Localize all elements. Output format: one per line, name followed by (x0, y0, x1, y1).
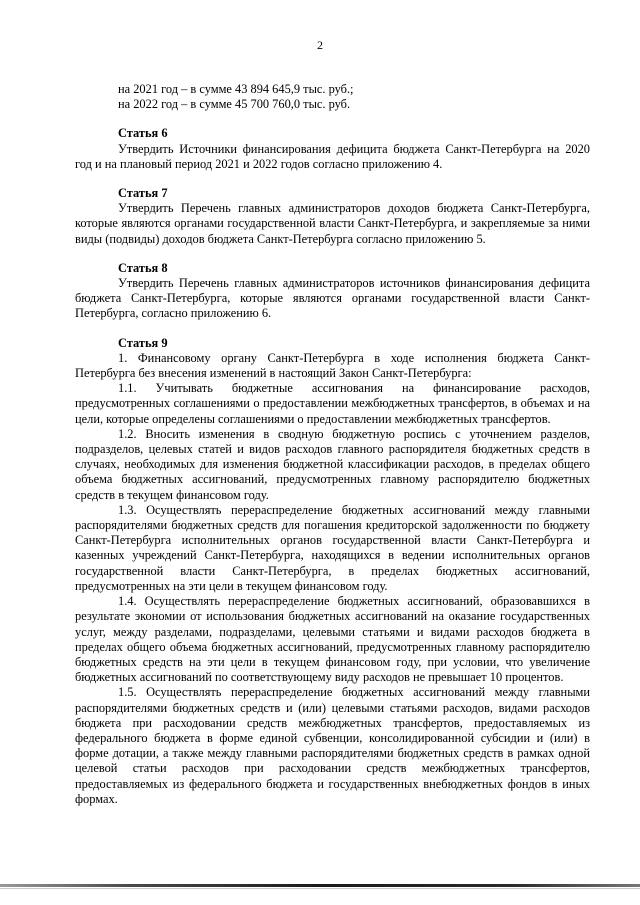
scan-bottom-border (0, 884, 640, 887)
article-title: Статья 7 (118, 186, 168, 201)
article-text: Утвердить Источники финансирования дефицита бюджета Санкт-Петербурга на 2020 год и на плановый период 2021 и 2022 годов согласно приложению 4. (75, 141, 590, 171)
article-text: Утвердить Перечень главных администраторов доходов бюджета Санкт-Петербурга, которые являются органами государственной власти Санкт-Петербурга, и закрепляемые за ними виды (подвиды) доходов бюджета Санкт-Петербурга согласно приложению 5. (75, 201, 590, 246)
intro-line: на 2021 год – в сумме 43 894 645,9 тыс. руб.; (118, 82, 354, 96)
article-8 (75, 261, 590, 322)
scan-bottom-border-shadow (0, 888, 640, 889)
article-6 (75, 126, 590, 172)
article-item: 1. Финансовому органу Санкт-Петербурга в ходе исполнения бюджета Санкт-Петербурга без внесения изменений в настоящий Закон Санкт-Петербурга: (75, 350, 590, 381)
intro-lines (75, 82, 590, 112)
article-item: 1.2. Вносить изменения в сводную бюджетную роспись с уточнением разделов, подразделов, целевых статей и видов расходов главного распорядителя бюджетных средств в случаях, необходимых для изменения бюджетной классификации расходов, в пределах общего объема бюджетных ассигнований, предусмотренных главному распорядителю бюджетных средств в текущем финансовом году. (75, 426, 590, 502)
article-text: Утвердить Перечень главных администраторов источников финансирования дефицита бюджета Санкт-Петербурга, которые являются органами государственной власти Санкт-Петербурга, согласно приложению 6. (75, 276, 590, 321)
article-item: 1.5. Осуществлять перераспределение бюджетных ассигнований между главными распорядителями бюджетных средств и (или) целевыми статьями расходов, видами расходов бюджета при расходовании средств межбюджетных трансфертов, предоставляемых из федерального бюджета в форме единой субвенции, консолидированной субсидии и (или) в форме дотации, а также между главными распорядителями бюджетных средств в рамках одной целевой статьи расходов при расходовании средств межбюджетных трансфертов, предоставляемых из федерального бюджета и государственных внебюджетных фондов в иных формах. (75, 685, 590, 806)
intro-line: на 2022 год – в сумме 45 700 760,0 тыс. руб. (118, 97, 351, 112)
article-item: 1.1. Учитывать бюджетные ассигнования на финансирование расходов, предусмотренных соглашениями о предоставлении межбюджетных трансфертов, в объемах и на цели, которые определены соглашениями о предоставлении межбюджетных трансфертов. (75, 381, 590, 426)
page-number: 2 (317, 38, 323, 52)
article-item: 1.4. Осуществлять перераспределение бюджетных ассигнований, образовавшихся в результате экономии от использования бюджетных ассигнований на оказание государственных услуг, между разделами, подразделами, целевыми статьями и видами расходов бюджета в пределах общего объема бюджетных ассигнований, предусмотренных главному распорядителю бюджетных средств на эти цели в текущем финансовом году, при условии, что увеличение бюджетных ассигнований по соответствующему виду расходов не превышает 10 процентов. (75, 594, 590, 685)
article-title: Статья 6 (118, 126, 168, 141)
article-title: Статья 8 (118, 260, 168, 275)
article-9 (75, 336, 590, 807)
document-body (75, 82, 590, 807)
article-item: 1.3. Осуществлять перераспределение бюджетных ассигнований между главными распорядителями бюджетных средств для погашения кредиторской задолженности по бюджету Санкт-Петербурга исполнительных органов государственной власти Санкт-Петербурга и казенных учреждений Санкт-Петербурга, находящихся в ведении исполнительных органов государственной власти Санкт-Петербурга, в пределах бюджетных ассигнований, предусмотренных на эти цели в текущем финансовом году. (75, 502, 590, 593)
article-7 (75, 186, 590, 247)
article-title: Статья 9 (118, 335, 168, 350)
